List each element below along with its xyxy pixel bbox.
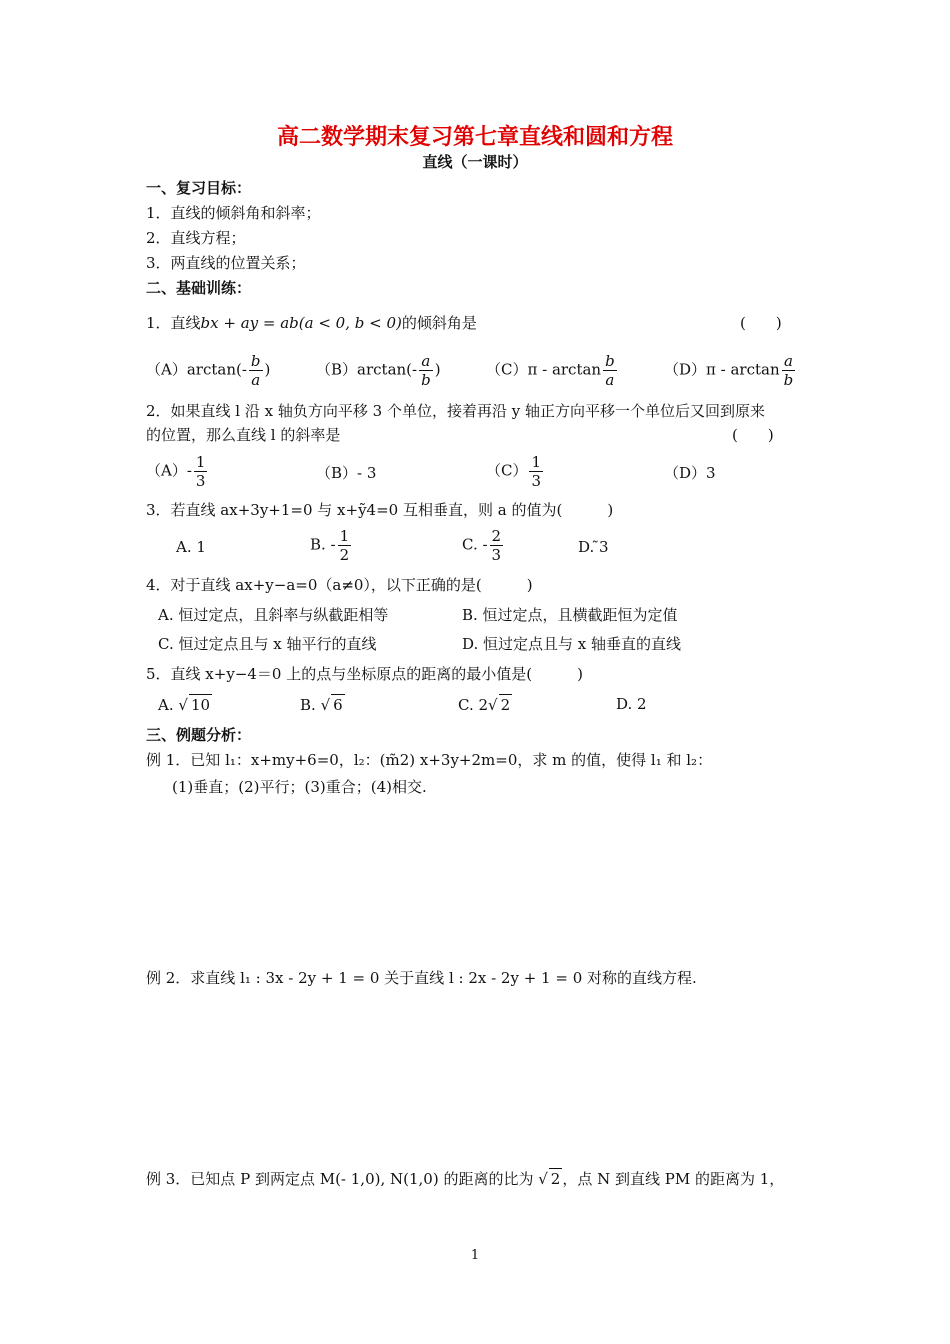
q1-option-c: [486, 352, 619, 389]
document-subtitle: 直线（一课时）: [422, 153, 528, 171]
q2-option-c: （C） $\frac{1}{3}$: [486, 453, 542, 490]
q4-option-d: D. 恒过定点且与 x 轴垂直的直线: [462, 635, 682, 653]
q2-option-b: （B）- 3: [316, 464, 377, 482]
fraction: $\frac{2}{3}$: [491, 527, 502, 564]
q4-option-c: C. 恒过定点且与 x 轴平行的直线: [158, 635, 377, 653]
q4-option-a: A. 恒过定点，且斜率与纵截距相等: [158, 606, 389, 624]
example-2: 例 2．求直线 l₁ : 3x - 2y + 1 = 0 关于直线 l : 2x - 2y + 1 = 0 对称的直线方程.: [146, 969, 697, 987]
fraction: $\frac{1}{2}$: [339, 527, 350, 564]
question-5-stem: 5．直线 x+y−4＝0 上的点与坐标原点的距离的最小值是( ): [146, 665, 583, 683]
q3-option-b: B. - $\frac{1}{2}$: [310, 527, 350, 564]
q1-option-d-label: （D）π - arctan: [664, 360, 780, 379]
q5-option-c: C. 2√ 2: [458, 696, 511, 714]
example-1-line2: (1)垂直；(2)平行；(3)重合；(4)相交.: [172, 778, 427, 796]
section-basic-training: 二、基础训练：: [146, 279, 252, 297]
q1-equation: bx + ay = ab(a < 0, b < 0): [200, 314, 402, 332]
fraction: $\frac{a}{b}$: [783, 352, 794, 389]
q1-option-b: （B）arctan(- $\frac{a}{b}$ ): [316, 352, 441, 389]
document-title: 高二数学期末复习第七章直线和圆和方程: [276, 124, 673, 150]
example-3: 例 3．已知点 P 到两定点 M(- 1,0), N(1,0) 的距离的比为 √ 2 ，点 N 到直线 PM 的距离为 1，: [146, 1170, 785, 1188]
q1-suffix: 的倾斜角是: [401, 314, 477, 332]
q5-option-b: B. √ 6: [300, 696, 343, 714]
question-4-stem: 4．对于直线 ax+y−a=0（a≠0），以下正确的是( ): [146, 576, 533, 594]
q1-option-b-label: （B）arctan(-: [316, 360, 418, 379]
q4-option-b: B. 恒过定点，且横截距恒为定值: [462, 606, 678, 624]
q1-option-d: [664, 352, 797, 389]
goal-item: 2．直线方程；: [146, 229, 246, 247]
question-3-stem: 3．若直线 ax+3y+1=0 与 x+ỹ4=0 互相垂直，则 a 的值为( ): [146, 501, 614, 519]
question-1-stem: [146, 313, 477, 333]
q5-option-d: D. 2: [616, 695, 647, 713]
fraction: $\frac{1}{3}$: [531, 453, 542, 490]
q1-option-c-label: （C）π - arctan: [486, 360, 602, 379]
q3-option-a: A. 1: [176, 538, 206, 556]
q1-answer-blank: ( ): [740, 314, 782, 332]
question-2-stem-line1: 2．如果直线 l 沿 x 轴负方向平移 3 个单位，接着再沿 y 轴正方向平移一个单位后又回到原来: [146, 402, 765, 420]
q2-answer-blank: ( ): [732, 426, 774, 444]
page-number: 1: [470, 1248, 480, 1263]
fraction: $\frac{b}{a}$: [250, 352, 261, 389]
q1-option-a-label: （A）arctan(-: [146, 360, 247, 379]
goal-item: 1．直线的倾斜角和斜率；: [146, 204, 321, 222]
question-2-stem-line2: 的位置，那么直线 l 的斜率是: [146, 426, 341, 444]
section-review-goals: 一、复习目标：: [146, 179, 252, 197]
q5-option-a: A. √ 10: [158, 696, 211, 714]
q2-option-d: （D）3: [664, 464, 716, 482]
q3-option-c: C. - $\frac{2}{3}$: [462, 527, 502, 564]
q1-prefix: 1．直线: [146, 314, 201, 332]
example-1-line1: 例 1．已知 l₁：x+my+6=0，l₂：(m̃2) x+3y+2m=0，求 m 的值，使得 l₁ 和 l₂：: [146, 751, 713, 769]
q2-option-a: （A）- $\frac{1}{3}$: [146, 453, 206, 490]
section-examples: 三、例题分析：: [146, 726, 252, 744]
fraction: $\frac{a}{b}$: [421, 352, 431, 389]
q3-option-d: D. ̃3: [578, 538, 609, 556]
fraction: $\frac{b}{a}$: [605, 352, 615, 389]
q1-option-a: （A）arctan(- $\frac{b}{a}$ ): [146, 352, 271, 389]
fraction: $\frac{1}{3}$: [195, 453, 206, 490]
goal-item: 3．两直线的位置关系；: [146, 254, 306, 272]
